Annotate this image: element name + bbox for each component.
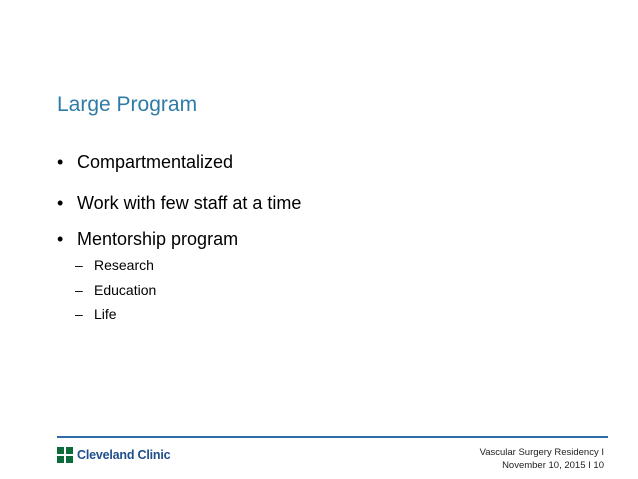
- clinic-cross-icon: [57, 447, 73, 463]
- bullet-item: [57, 229, 238, 250]
- footer-info: [480, 446, 604, 472]
- dash-icon: –: [75, 257, 83, 273]
- sub-bullet-item: [75, 282, 156, 298]
- bullet-text: Mentorship program: [77, 229, 239, 249]
- bullet-item: [57, 193, 301, 214]
- dash-icon: –: [75, 282, 83, 298]
- footer-line-program: Vascular Surgery Residency I: [479, 447, 604, 458]
- cleveland-clinic-logo: [57, 446, 170, 464]
- footer-divider: [57, 436, 608, 438]
- bullet-item: [57, 152, 233, 173]
- logo-text: Cleveland Clinic: [77, 448, 171, 462]
- sub-bullet-item: [75, 257, 154, 273]
- bullet-text: Work with few staff at a time: [77, 193, 302, 213]
- sub-bullet-text: Research: [94, 257, 154, 273]
- bullet-text: Compartmentalized: [77, 152, 234, 172]
- sub-bullet-text: Life: [94, 306, 117, 322]
- bullet-dot-icon: •: [57, 152, 64, 172]
- sub-bullet-item: [75, 306, 117, 322]
- footer-line-date-page: November 10, 2015 I 10: [502, 460, 604, 471]
- dash-icon: –: [75, 306, 83, 322]
- slide-title: Large Program: [57, 93, 198, 116]
- sub-bullet-text: Education: [94, 282, 157, 298]
- bullet-dot-icon: •: [57, 229, 64, 249]
- bullet-dot-icon: •: [57, 193, 64, 213]
